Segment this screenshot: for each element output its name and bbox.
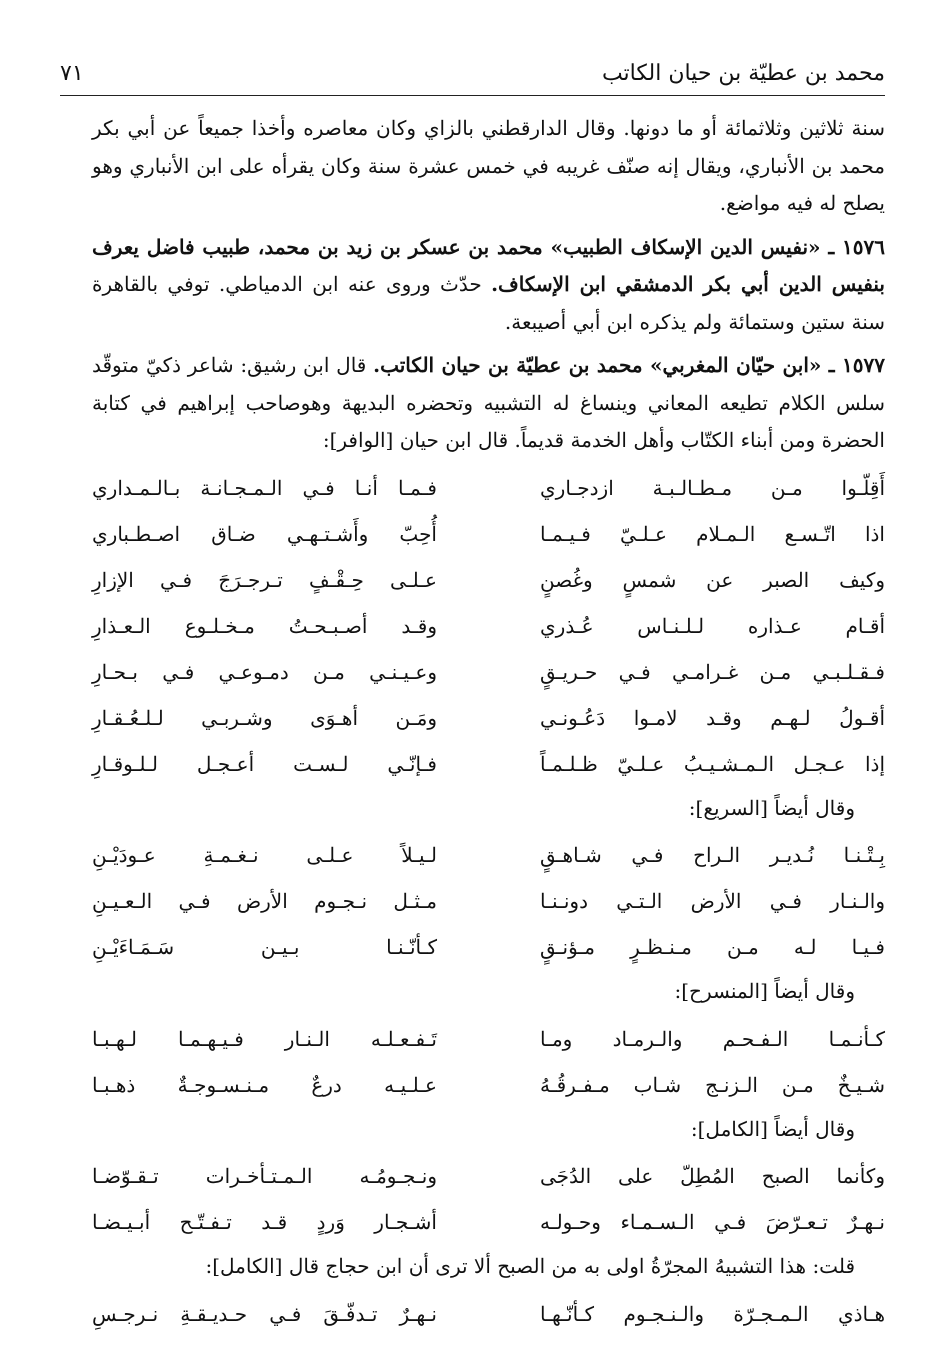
first-hemistich: أقـام عـذاره لـلـنـاس عُـذري [540,613,885,638]
poem-intro: وقال أيضاً [المنسرح]: [674,979,855,1003]
verse-line [92,558,885,604]
first-hemistich: وكيف الصبر عن شمسٍ وغُصنٍ [540,567,885,592]
entry-heading: ١٥٧٧ ـ «ابن حيّان المغربي» محمد بن عطيّة بن حيان الكاتب. [373,353,885,377]
verse-line [92,925,885,971]
page-body [92,110,885,1338]
first-hemistich: شـيـخٌ مـن الـزنـج شـاب مـفـرقُـهُ [540,1072,885,1097]
verse-line [92,879,885,925]
entry-heading: ١٥٧٦ ـ «نفيس الدين الإسكاف الطبيب» محمد بن عسكر بن زيد بن محمد، طبيب فاضل يعرف بنفيس الدين أبي بكر الدمشقي ابن الإسكاف. [92,234,885,296]
verse-line [92,1063,885,1109]
poem-kamil [92,1154,885,1246]
first-hemistich: فـقـلـبـي مـن غـرامـي فـي حـريـقٍ [540,659,885,684]
second-hemistich: فـمـا أنـا فـي الـمـجـانـة بـالـمـداري [92,475,437,500]
verse-line [92,1017,885,1063]
first-hemistich: إذا عـجـل الـمـشـيـبُ عـلـيّ ظـلـمـاً [540,751,885,776]
first-hemistich: وكأنما الصبح المُطِلّ على الدُجَى [540,1164,885,1189]
poem-munsarih [92,1017,885,1109]
second-hemistich: ونـجـومُـه الـمـتـأخـرات تـقـوّضـا [92,1164,437,1189]
second-hemistich: أشـجـار وَردٍ قـد تـفـتّـح أبـيـضـا [92,1210,437,1235]
poem-ibn-hajjaj [92,1292,885,1338]
second-hemistich: مـثـل نـجـوم الأرض فـي الـعـيـنِ [92,889,437,914]
page-number: ٧١ [60,61,84,86]
second-hemistich: نـهـرٌ تـدفّـقَ فـي حـديـقـةِ نـرجـسِ [92,1301,437,1326]
second-hemistich: ومَـن أهـوَى وشـربـي لـلـعُـقـارِ [92,705,437,730]
entry-1577 [92,347,885,460]
first-hemistich: هـاذي الـمـجـرّة والـنـجـوم كـأنّـهـا [540,1301,885,1326]
verse-line [92,1154,885,1200]
second-hemistich: كـأنّـنـا بـيـن سَـمَـاءَيْـنِ [92,935,437,960]
poem-intro: وقال أيضاً [الكامل]: [690,1116,855,1141]
verse-line [92,1200,885,1246]
second-hemistich: أُحِبّ وأَشـتـهـي ضـاق اصـطـباري [92,521,437,546]
poem-wafir [92,466,885,788]
second-hemistich: عـلـى حِـقْـفٍ تـرجـرَجَ فـي الإزارِ [92,567,437,592]
second-hemistich: فـإنّـي لـسـت أعـجـل لـلـوقـارِ [92,751,437,776]
second-hemistich: لـيـلاً عـلـى نـغـمـةِ عـودَيْـنِ [92,843,437,868]
first-hemistich: نـهـرٌ تـعـرّضَ فـي الـسـمـاء وحـولـه [540,1210,885,1235]
verse-line [92,604,885,650]
verse-line [92,833,885,879]
page-header [60,55,885,96]
entry-text: حدّث وروى عنه ابن الدمياطي. توفي بالقاهرة سنة ستين وستمائة ولم يذكره ابن أبي أصيبعة. [92,272,885,334]
second-hemistich: وعـيـنـي مـن دمـوعـي فـي بـحـارِ [92,659,437,684]
verse-line [92,466,885,512]
verse-line [92,742,885,788]
verse-line [92,1292,885,1338]
verse-line [92,512,885,558]
verse-line [92,650,885,696]
first-hemistich: فـيـا لـه مـن مـنـظـرٍ مـؤنـقٍ [540,935,885,960]
entry-1576 [92,229,885,342]
verse-line [92,696,885,742]
second-hemistich: وقـد أصـبـحـتُ مـخـلـوع الـعـذارِ [92,613,437,638]
first-hemistich: أَقِلّـوا مـن مـطـالـبـة ازدجـاري [540,475,885,500]
poem-intro: قلت: هذا التشبيهُ المجرّةُ اولى به من الصبح ألا ترى أن ابن حجاج قال [الكامل]: [205,1254,855,1278]
first-hemistich: والـنـار فـي الأرض الـتـي دونـنـا [540,889,885,914]
second-hemistich: عـلـيـه درعٌ مـنـسـوجـةٌ ذهـبـا [92,1072,437,1097]
paragraph: سنة ثلاثين وثلاثمائة أو ما دونها. وقال الدارقطني بالزاي وكان معاصره وأخذا جميعاً عن أبي بكر محمد بن الأنباري، ويقال إنه صنّف غريبه في خمس عشرة سنة وكان يقرأه على ابن الأنباري وهو يصلح له فيه مواضع. [92,116,885,215]
running-title: محمد بن عطيّة بن حيان الكاتب [601,61,885,86]
first-hemistich: كـأنـمـا الـفـحـم والـرمـاد ومـا [540,1026,885,1051]
first-hemistich: بِـتْـنـا نُـديـر الـراح فـي شـاهـقٍ [540,843,885,868]
second-hemistich: تَـفـعـلـه الـنـار فـيـهـمـا لـهـبـا [92,1026,437,1051]
entry-text: قال ابن رشيق: شاعر ذكيّ متوقّد سلس الكلام تطيعه المعاني وينساغ له التشبيه وتحضره البديهة وهوصاحب إبراهيم في كتابة الحضرة ومن أبناء الكتّاب وأهل الخدمة قديماً. قال ابن حيان [الوافر]: [92,353,885,452]
first-hemistich: اذا اتّـسـع الـمـلام عـلـيّ فـيـمـا [540,521,885,546]
first-hemistich: أقـولُ لـهـم وقـد لامـوا دَعُـونـي [540,705,885,730]
poem-sari [92,833,885,971]
poem-intro: وقال أيضاً [السريع]: [688,795,855,820]
